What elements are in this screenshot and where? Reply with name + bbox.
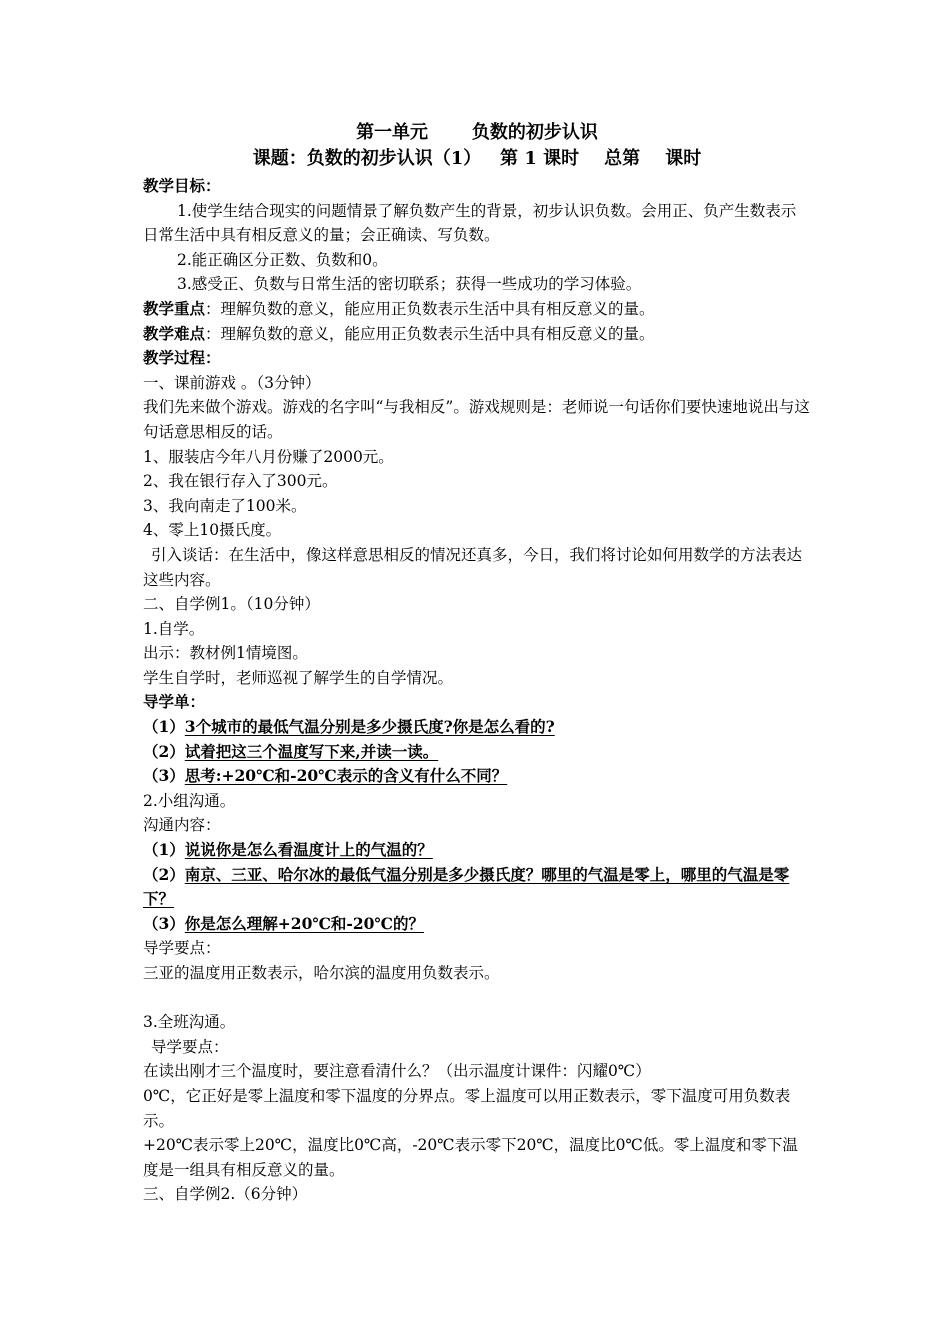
guide-item-text: 试着把这三个温度写下来,并读一读。 (184, 741, 439, 761)
section1-title: 一、课前游戏 。（3分钟） (143, 373, 321, 392)
step-class-discussion: 3.全班沟通。 (143, 1013, 236, 1032)
discuss-item-text: 南京、三亚、哈尔冰的最低气温分别是多少摄氏度？哪里的气温是零上，哪里的气温是零下？ (143, 864, 790, 909)
guide-item-number: （2） (143, 741, 185, 761)
discuss-heading: 沟通内容： (143, 816, 221, 835)
objective-item: 2.能正确区分正数、负数和0。 (177, 250, 388, 269)
objectives-heading: 教学目标： (143, 176, 221, 195)
document-page (143, 120, 811, 1207)
lead-in-text: 引入谈话：在生活中，像这样意思相反的情况还真多，今日，我们将讨论如何用数学的方法表达这些内容。 (143, 545, 803, 589)
discuss-item (143, 838, 811, 863)
process-heading: 教学过程： (143, 348, 221, 368)
objective-item: 1.使学生结合现实的问题情景了解负数产生的背景，初步认识负数。会用正、负产生数表示日常生活中具有相反意义的量；会正确读、写负数。 (143, 201, 797, 245)
patrol-text: 学生自学时，老师巡视了解学生的自学情况。 (143, 668, 454, 687)
guide-heading: 导学单： (143, 692, 206, 712)
difficult-point-text: ：理解负数的意义，能应用正负数表示生活中具有相反意义的量。 (205, 324, 655, 343)
paragraph: +20℃表示零上20℃，温度比0℃高，-20℃表示零下20℃，温度比0℃低。零上温度和零下温度是一组具有相反意义的量。 (143, 1136, 798, 1179)
key-point (143, 297, 811, 322)
game-item: 3、我向南走了100米。 (143, 496, 307, 515)
lesson-title: 课题：负数的初步认识（1） 第 1 课时 总第 课时 (252, 148, 702, 169)
discuss-item-number: （2） (143, 864, 185, 884)
step-self-study: 1.自学。 (143, 619, 205, 638)
key-point-label: 教学重点 (143, 298, 206, 318)
section2-title: 二、自学例1。（10分钟） (143, 595, 320, 614)
guide-item-number: （1） (143, 717, 185, 737)
unit-title: 第一单元 负数的初步认识 (356, 122, 598, 143)
game-item: 1、服装店今年八月份赚了2000元。 (143, 447, 394, 466)
guide-item (143, 715, 811, 740)
section3-title: 三、自学例2.（6分钟） (143, 1185, 308, 1204)
discuss-item (143, 863, 811, 912)
guide-item-text: 3个城市的最低气温分别是多少摄氏度?你是怎么看的? (184, 717, 555, 737)
guide-item (143, 740, 811, 765)
difficult-point-label: 教学难点 (143, 323, 206, 343)
discuss-item-number: （1） (143, 840, 185, 860)
key-point-text: ：理解负数的意义，能应用正负数表示生活中具有相反意义的量。 (205, 299, 655, 318)
discuss-item (143, 912, 811, 937)
discuss-item-text: 你是怎么理解+20℃和-20℃的？ (184, 913, 425, 933)
game-item: 2、我在银行存入了300元。 (143, 472, 338, 491)
game-item: 4、零上10摄氏度。 (143, 521, 282, 540)
guide-item-number: （3） (143, 766, 185, 786)
paragraph: 在读出刚才三个温度时，要注意看清什么？（出示温度计课件：闪耀0℃） (143, 1062, 651, 1081)
key-points-heading: 导学要点： (151, 1037, 229, 1056)
blank-line (143, 986, 811, 1011)
guide-item (143, 764, 811, 789)
show-text: 出示：教材例1情境图。 (143, 644, 308, 663)
objective-item: 3.感受正、负数与日常生活的密切联系；获得一些成功的学习体验。 (177, 275, 642, 294)
discuss-item-text: 说说你是怎么看温度计上的气温的？ (184, 840, 433, 860)
step-group-discussion: 2.小组沟通。 (143, 791, 236, 810)
section1-intro: 我们先来做个游戏。游戏的名字叫“与我相反”。游戏规则是：老师说一句话你们要快速地说出与这句话意思相反的话。 (143, 398, 810, 441)
difficult-point (143, 322, 811, 347)
discuss-item-number: （3） (143, 913, 185, 933)
key-points-text: 三亚的温度用正数表示，哈尔滨的温度用负数表示。 (143, 964, 500, 982)
paragraph: 0℃，它正好是零上温度和零下温度的分界点。零上温度可以用正数表示，零下温度可用负数表示。 (143, 1086, 791, 1130)
key-points-heading: 导学要点： (143, 939, 221, 958)
guide-item-text: 思考:+20℃和-20℃表示的含义有什么不同？ (184, 766, 508, 786)
